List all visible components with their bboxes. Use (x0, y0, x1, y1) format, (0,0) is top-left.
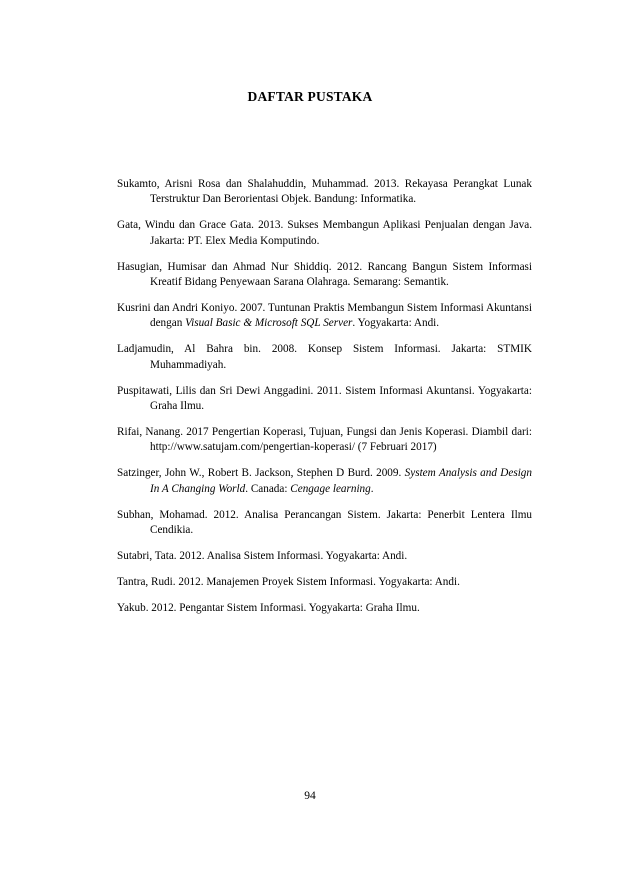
reference-text: Puspitawati, Lilis dan Sri Dewi Anggadini. 2011. Sistem Informasi Akuntansi. Yogyakarta: Graha Ilmu. (117, 384, 532, 412)
page-number: 94 (304, 790, 316, 802)
reference-item (117, 301, 532, 332)
reference-text: Satzinger, John W., Robert B. Jackson, Stephen D Burd. 2009. (117, 467, 405, 480)
reference-text: Kusrini dan Andri Koniyo. 2007. Tuntunan Praktis Membangun Sistem Informasi Akuntansi dengan (117, 301, 532, 330)
reference-item (117, 384, 532, 415)
reference-item (117, 466, 532, 497)
reference-item (117, 549, 532, 564)
reference-text: Ladjamudin, Al Bahra bin. 2008. Konsep Sistem Informasi. Jakarta: STMIK Muhammadiyah. (117, 343, 532, 371)
reference-text: Hasugian, Humisar dan Ahmad Nur Shiddiq. 2012. Rancang Bangun Sistem Informasi Kreatif Bidang Penyewaan Sarana Olahraga. Semarang: Semantik. (117, 260, 532, 289)
reference-text: Yakub. 2012. Pengantar Sistem Informasi. Yogyakarta: Graha Ilmu. (117, 601, 420, 614)
reference-text: Tantra, Rudi. 2012. Manajemen Proyek Sistem Informasi. Yogyakarta: Andi. (117, 575, 460, 588)
reference-text: Gata, Windu dan Grace Gata. 2013. Sukses Membangun Aplikasi Penjualan dengan Java. Jakarta: PT. Elex Media Komputindo. (117, 219, 532, 247)
reference-item (117, 425, 532, 456)
reference-item (117, 575, 532, 590)
page-title: DAFTAR PUSTAKA (247, 89, 373, 104)
reference-item (117, 508, 532, 539)
reference-text: Sutabri, Tata. 2012. Analisa Sistem Informasi. Yogyakarta: Andi. (117, 549, 408, 562)
reference-item (117, 342, 532, 373)
reference-italic-text: Visual Basic & Microsoft SQL Server (185, 317, 353, 330)
reference-item (117, 601, 532, 616)
reference-text: Subhan, Mohamad. 2012. Analisa Perancangan Sistem. Jakarta: Penerbit Lentera Ilmu Cendikia. (117, 508, 532, 536)
reference-item (117, 218, 532, 249)
reference-italic-text: System Analysis and Design In A Changing World (150, 467, 532, 495)
reference-list (117, 177, 532, 627)
reference-text: Sukamto, Arisni Rosa dan Shalahuddin, Muhammad. 2013. Rekayasa Perangkat Lunak Terstruktur Dan Berorientasi Objek. Bandung: Informatika. (117, 178, 532, 206)
reference-item (117, 177, 532, 208)
reference-text: . (370, 482, 374, 495)
reference-text: . Canada: (245, 482, 291, 495)
reference-item (117, 260, 532, 291)
reference-italic-text: Cengage learning (290, 482, 371, 495)
reference-text: . Yogyakarta: Andi. (352, 317, 440, 330)
reference-text: Rifai, Nanang. 2017 Pengertian Koperasi, Tujuan, Fungsi dan Jenis Koperasi. Diambil dari: http://www.satujam.com/pengertian-koperasi/ (7 Februari 2017) (117, 425, 532, 454)
